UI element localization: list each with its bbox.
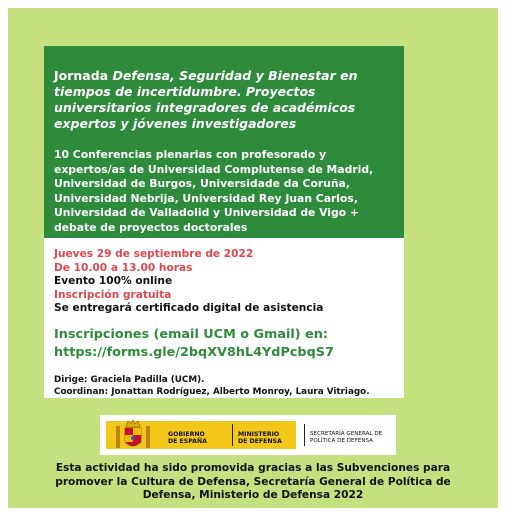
ministerio-line2: DE DEFENSA — [238, 438, 282, 445]
logo-divider — [304, 424, 305, 446]
secretaria-line1: SECRETARÍA GENERAL DE — [310, 431, 383, 437]
spain-crest-icon — [114, 418, 152, 452]
event-registration: Inscripción gratuita — [54, 288, 172, 301]
ministerio-line1: MINISTERIO — [238, 431, 280, 438]
logo-divider — [232, 424, 233, 446]
director-line: Dirige: Graciela Padilla (UCM). — [54, 374, 205, 385]
signup-label: Inscripciones (email UCM o Gmail) en: — [54, 326, 328, 342]
logo-bar — [100, 415, 396, 455]
signup-block — [54, 326, 394, 362]
title-italic: Defensa, Seguridad y Bienestar en tiempos de incertidumbre. Proyectos universitarios integradores de académicos expertos y jóvenes investigadores — [54, 68, 358, 131]
event-mode: Evento 100% online — [54, 275, 173, 287]
event-time: De 10.00 a 13.00 horas — [54, 261, 193, 274]
credits — [54, 374, 394, 399]
title-prefix: Jornada — [54, 68, 113, 83]
event-certificate: Se entregará certificado digital de asistencia — [54, 302, 324, 314]
coordinators-line: Coordinan: Jonattan Rodríguez, Alberto Monroy, Laura Vitriago. — [54, 387, 370, 397]
gobierno-line1: GOBIERNO — [168, 431, 205, 438]
funding-footer: Esta actividad ha sido promovida gracias a las Subvenciones para promover la Cultura de Defensa, Secretaría General de Política de Defensa, Ministerio de Defensa 2022 — [55, 462, 451, 502]
signup-link[interactable]: https://forms.gle/2bqXV8hL4YdPcbqS7 — [54, 344, 334, 360]
ministerio-label — [238, 431, 282, 445]
event-title — [54, 68, 394, 132]
event-date: Jueves 29 de septiembre de 2022 — [54, 248, 254, 260]
header-panel — [44, 46, 404, 238]
gobierno-label — [168, 431, 207, 445]
gobierno-line2: DE ESPAÑA — [168, 438, 207, 445]
secretaria-label — [310, 431, 382, 444]
secretaria-line2: POLÍTICA DE DEFENSA — [310, 437, 373, 444]
event-description: 10 Conferencias plenarias con profesorado y expertos/as de Universidad Complutense de Madrid, Universidad de Burgos, Universidade da Coruña, Universidad Nebrija, Universidad Rey Juan Carlos, Universidad de Valladolid y Universidad de Vigo + debate de proyectos doctorales — [54, 148, 374, 234]
details-panel — [44, 238, 404, 398]
